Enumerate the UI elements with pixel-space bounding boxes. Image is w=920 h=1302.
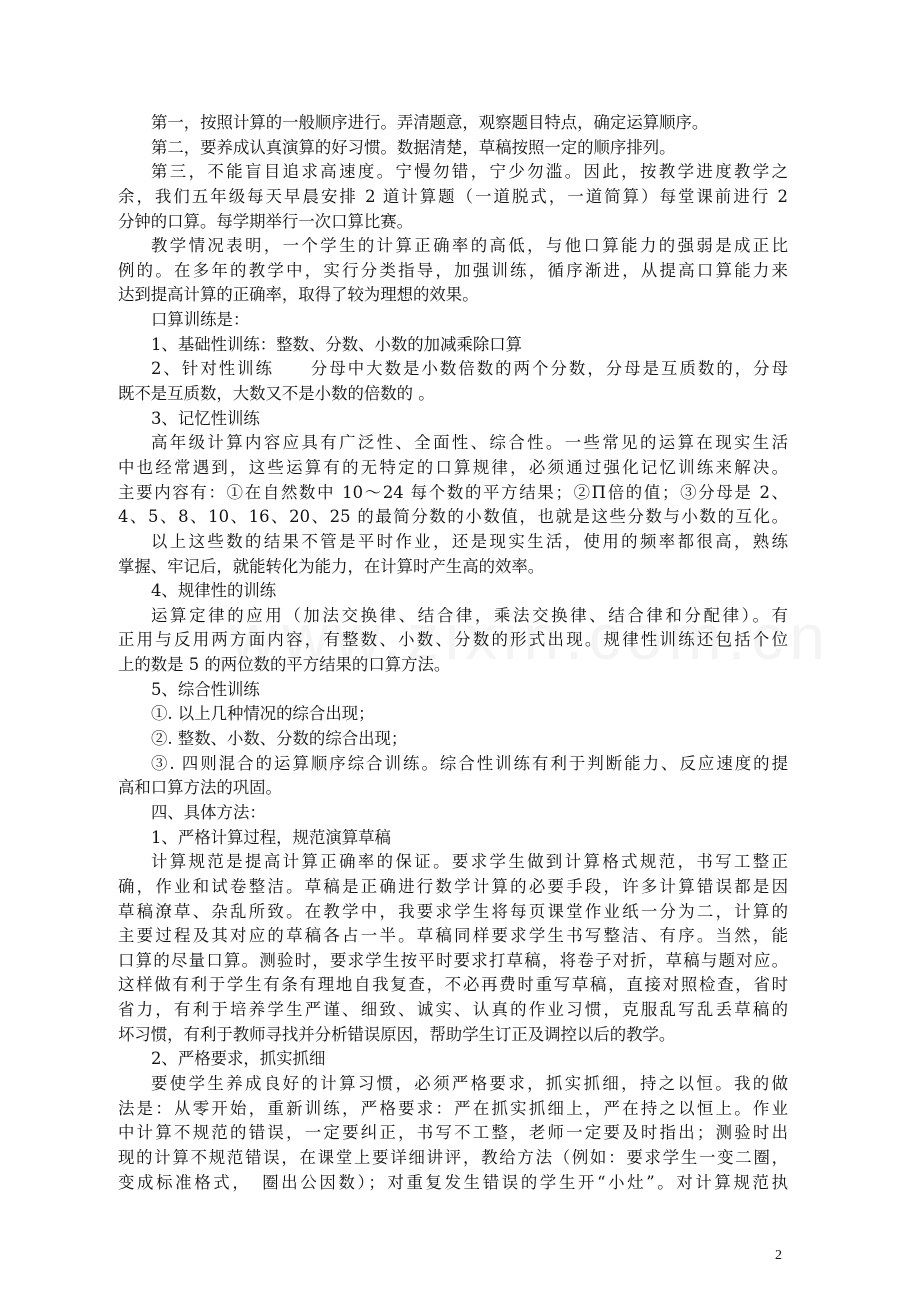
text-line: 上的数是 5 的两位数的平方结果的口算方法。: [118, 655, 451, 675]
text-line: 确，作业和试卷整洁。草稿是正确进行数学计算的必要手段，许多计算错误都是因: [118, 876, 788, 896]
text-line: 口算训练是：: [151, 310, 250, 330]
text-line: 计算规范是提高计算正确率的保证。要求学生做到计算格式规范，书写工整正: [151, 852, 788, 872]
text-line: 主要过程及其对应的草稿各占一半。草稿同样要求学生书写整洁、有序。当然，能: [118, 926, 788, 946]
text-line: 四、具体方法：: [151, 802, 266, 822]
text-line: 4、5、8、10、16、20、25 的最简分数的小数值，也就是这些分数与小数的互化。: [118, 507, 788, 527]
text-line: 例的。在多年的教学中，实行分类指导，加强训练，循序渐进，从提高口算能力来: [118, 260, 788, 280]
text-line: 要使学生养成良好的计算习惯，必须严格要求，抓实抓细，持之以恒。我的做: [151, 1073, 788, 1093]
text-line: 达到提高计算的正确率，取得了较为理想的效果。: [118, 285, 479, 305]
text-line: 第一，按照计算的一般顺序进行。弄清题意，观察题目特点，确定运算顺序。: [151, 113, 709, 132]
document-body: [118, 111, 788, 1195]
text-line: 坏习惯，有利于教师寻找并分析错误原因，帮助学生订正及调控以后的教学。: [118, 1024, 676, 1044]
text-line: 高和口算方法的巩固。: [118, 778, 282, 798]
text-line: 第二，要养成认真演算的好习惯。数据清楚，草稿按照一定的顺序排列。: [151, 137, 676, 157]
text-line: 5、综合性训练: [151, 679, 260, 699]
text-line: 2、严格要求，抓实抓细: [151, 1049, 326, 1069]
text-line: 第三，不能盲目追求高速度。宁慢勿错，宁少勿滥。因此，按教学进度教学之: [151, 162, 788, 182]
text-line: 1、基础性训练：整数、分数、小数的加减乘除口算: [151, 334, 523, 354]
text-line: ①. 以上几种情况的综合出现；: [151, 704, 375, 724]
text-line: 主要内容有：①在自然数中 10～24 每个数的平方结果；②Π倍的值；③分母是 2、: [118, 482, 788, 502]
text-line: 草稿潦草、杂乱所致。在教学中，我要求学生将每页课堂作业纸一分为二，计算的: [118, 901, 788, 921]
text-line: 变成标准格式， 圈出公因数）；对重复发生错误的学生开“小灶”。对计算规范执: [118, 1172, 788, 1192]
text-line: 4、规律性的训练: [151, 581, 277, 601]
text-line: 中也经常遇到，这些运算有的无特定的口算规律，必须通过强化记忆训练来解决。: [118, 457, 788, 477]
text-line: 3、记忆性训练: [151, 408, 260, 428]
text-line: 教学情况表明，一个学生的计算正确率的高低，与他口算能力的强弱是成正比: [151, 236, 788, 256]
text-line: 中计算不规范的错误，一定要纠正，书写不工整，老师一定要及时指出；测验时出: [118, 1123, 788, 1143]
text-line: 高年级计算内容应具有广泛性、全面性、综合性。一些常见的运算在现实生活: [151, 433, 788, 453]
text-line: 正用与反用两方面内容，有整数、小数、分数的形式出现。规律性训练还包括个位: [118, 630, 788, 650]
text-line: 现的计算不规范错误，在课堂上要详细讲评，教给方法（例如：要求学生一变二圈，: [118, 1147, 788, 1167]
text-line: ②. 整数、小数、分数的综合出现；: [151, 729, 408, 749]
text-line: 法是：从零开始，重新训练，严格要求：严在抓实抓细上，严在持之以恒上。作业: [118, 1098, 788, 1118]
text-line: 分钟的口算。每学期举行一次口算比赛。: [118, 211, 414, 231]
text-line: 省力，有利于培养学生严谨、细致、诚实、认真的作业习惯，克服乱写乱丢草稿的: [118, 1000, 788, 1020]
text-line: 这样做有利于学生有条有理地自我复查，不必再费时重写草稿，直接对照检查，省时: [118, 975, 788, 995]
text-line: 运算定律的应用（加法交换律、结合律，乘法交换律、结合律和分配律）。有: [151, 605, 788, 625]
text-line: 1、严格计算过程，规范演算草稿: [151, 827, 391, 847]
text-line: 2、针对性训练 分母中大数是小数倍数的两个分数，分母是互质数的，分母: [151, 359, 788, 379]
text-line: 既不是互质数，大数又不是小数的倍数的 。: [118, 384, 435, 404]
text-line: 以上这些数的结果不管是平时作业，还是现实生活，使用的频率都很高，熟练: [151, 531, 788, 551]
text-line: 口算的尽量口算。测验时，要求学生按平时要求打草稿，将卷子对折，草稿与题对应。: [118, 950, 788, 970]
page-number: 2: [775, 1248, 782, 1263]
text-line: ③. 四则混合的运算顺序综合训练。综合性训练有利于判断能力、反应速度的提: [151, 753, 788, 773]
text-line: 掌握、牢记后，就能转化为能力，在计算时产生高的效率。: [118, 556, 545, 576]
text-line: 余，我们五年级每天早晨安排 2 道计算题（一道脱式，一道简算）每堂课前进行 2: [118, 186, 788, 206]
